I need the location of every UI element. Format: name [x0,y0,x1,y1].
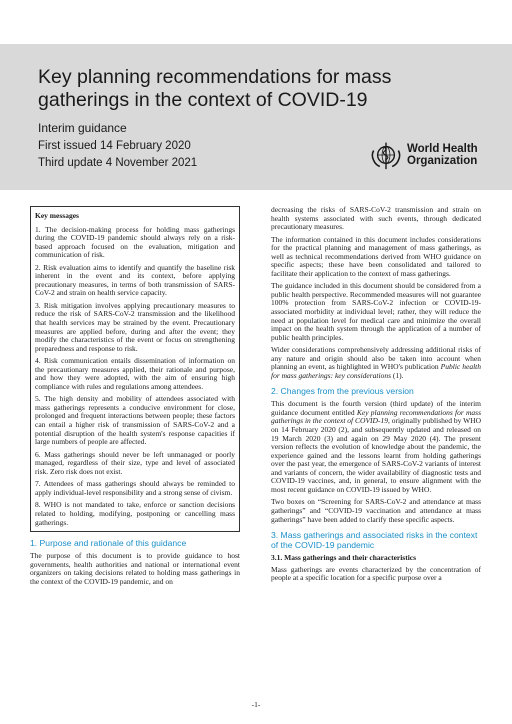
key-message-item: 5. The high density and mobility of attendees associated with mass gatherings represents a conducive environment for close, prolonged and frequent interactions between people; these factors can entail a higher risk of transmission of SARS-CoV-2 and a potential disruption of the health system's response capacities if large numbers of people are affected. [35,394,235,447]
key-messages-box [30,206,240,532]
body-paragraph: The information contained in this document includes considerations for the practical planning and management of mass gatherings, as well as technical recommendations derived from WHO guidance on specific aspects; these have been consolidated and tailored to facilitate their application to the context of mass gatherings. [271,234,481,278]
publication-title: Public health for mass gatherings: key considerations [271,362,482,380]
first-issued-date: First issued 14 February 2020 [38,140,191,152]
key-message-item: 7. Attendees of mass gatherings should always be reminded to apply individual-level responsibility and a strong sense of civism. [35,479,235,497]
body-paragraph: Mass gatherings are events characterized by the concentration of people at a specific location for a specific purpose over a [271,564,481,583]
right-column [271,206,481,587]
key-message-item: 2. Risk evaluation aims to identify and quantify the baseline risk inherent in the event and its context, before applying precautionary measures, in terms of both transmission of SARS-CoV-2 and strain on health service capacity. [35,262,235,298]
key-message-item: 4. Risk communication entails dissemination of information on the precautionary measures applied, their rationale and purpose, and how they were adopted, with the aim of ensuring high compliance with rules and regulations among attendees. [35,356,235,391]
body-paragraph: Wider considerations comprehensively addressing additional risks of any nature and origin should also be taken into account when planning an event, as highlighted in WHO's publication Public health for mass gatherings: key considerations (1). [271,345,482,380]
page-number: -1- [251,700,261,709]
key-message-item: 3. Risk mitigation involves applying precautionary measures to reduce the risk of SARS-CoV-2 transmission and the likelihood that health services may be strained by the event. Precautionary measures are applied before, during and after the event; they modify the characteristics of the event or focus on strengthening preparedness and response to risk. [35,300,235,353]
key-message-item: 8. WHO is not mandated to take, enforce or sanction decisions related to holding, modifying, postponing or cancelling mass gatherings. [35,500,235,527]
document-subtitle: Interim guidance [38,121,127,135]
section-2-heading: 2. Changes from the previous version [271,386,414,397]
section-3-1-heading: 3.1. Mass gatherings and their characteristics [271,553,417,563]
body-paragraph: decreasing the risks of SARS-CoV-2 transmission and strain on health systems associated with such events, through dedicated precautionary measures. [271,205,481,232]
document-title: Key planning recommendations for mass gatherings in the context of COVID-19 [38,66,392,111]
body-paragraph: This document is the fourth version (third update) of the interim guidance document entitled Key planning recommendations for mass gatherings in the context of COVID-19, originally published by WHO on 14 February 2020 (2), and subsequently updated and released on 19 March 2020 (3) and again on 29 May 2020 (4). The present version reflects the evolution of knowledge about the pandemic, the experience gained and the lessons learnt from holding gatherings over the past year, the emergence of SARS-CoV-2 variants of interest and variants of concern, the wider availability of diagnostic tests and COVID-19 vaccines, and, in general, to ensure alignment with the most recent guidance on COVID-19 issued by WHO. [271,399,481,494]
section-1-paragraph: The purpose of this document is to provide guidance to host governments, health authorities and national or international event organizers on taking decisions related to holding mass gatherings in the context of the COVID-19 pandemic, and on [30,551,240,586]
key-message-item: 6. Mass gatherings should never be left unmanaged or poorly managed, regardless of their size, type and level of associated risk. Zero risk does not exist. [35,449,235,476]
who-logo-text: World Health Organization [407,143,478,167]
third-update-date: Third update 4 November 2021 [38,157,198,169]
section-1-heading: 1. Purpose and rationale of this guidance [30,538,187,549]
who-logo [368,140,478,170]
document-reference-title: Key planning recommendations for mass gatherings in the context of COVID-19 [271,407,481,426]
left-column [30,206,240,590]
body-paragraph: Two boxes on “Screening for SARS-CoV-2 and attendance at mass gatherings” and “COVID-19 vaccination and attendance at mass gatherings” have been added to clarify these specific aspects. [271,497,481,524]
key-messages-heading: Key messages [35,211,79,220]
section-3-heading: 3. Mass gatherings and associated risks in the context of the COVID-19 pandemic [271,530,478,551]
who-emblem-icon [368,140,404,170]
body-paragraph: The guidance included in this document should be considered from a public health perspective. Recommended measures will not guarantee 100% protection from SARS-CoV-2 infection or COVID-19-associated morbidity at individual level; rather, they will reduce the need at population level for medical care and minimize the overall impact on the health system through the application of a number of public health principles. [271,281,481,342]
key-message-item: 1. The decision-making process for holding mass gatherings during the COVID-19 pandemic should always rely on a risk-based approach focused on the evaluation, mitigation and communication of risk. [35,224,235,260]
